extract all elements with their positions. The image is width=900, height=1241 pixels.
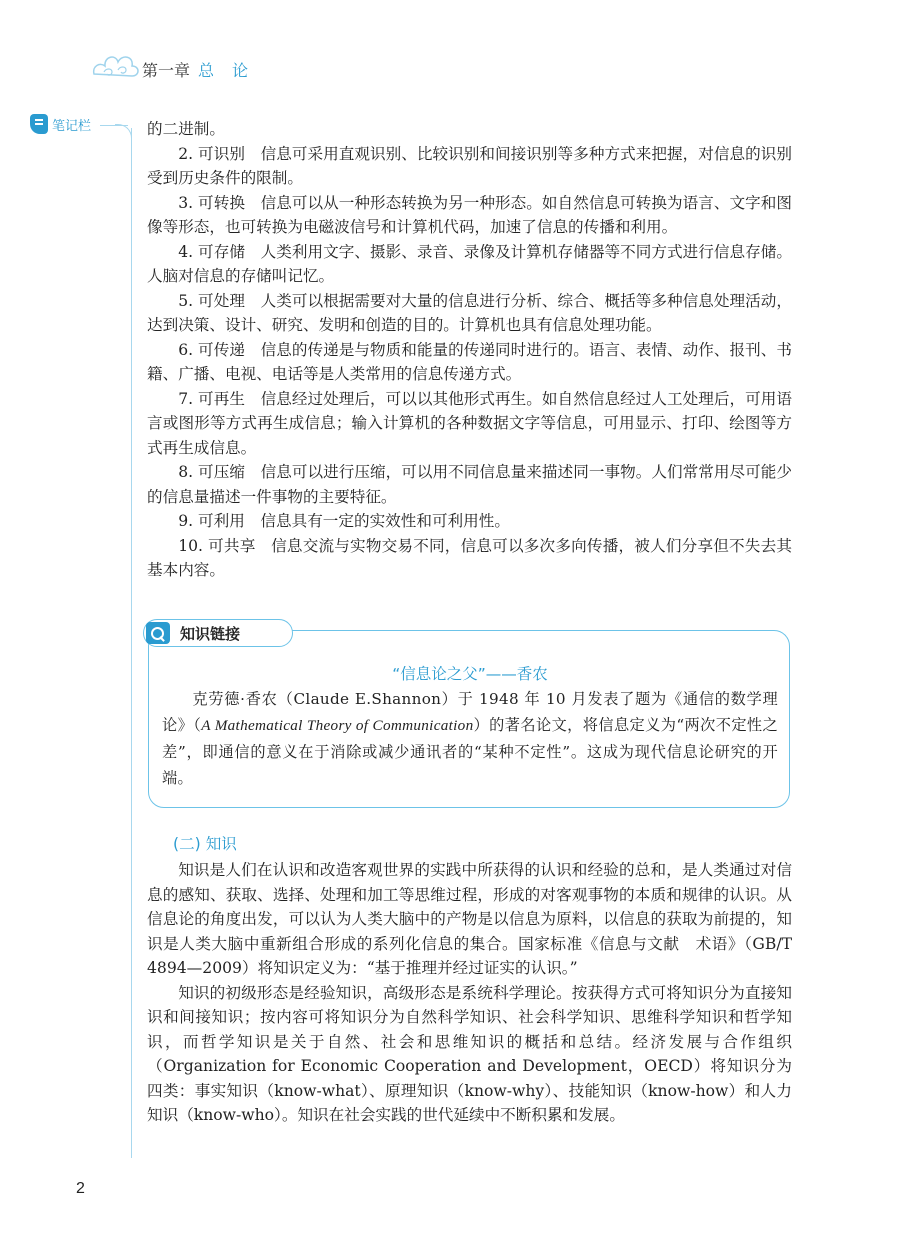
chapter-number: 第一章 [142, 61, 191, 80]
cloud-ornament-icon [90, 44, 142, 84]
kb-text-part: 克劳德·香农（Claude E.Shannon）于 1948 年 10 月发表了题为《通信的数学理论》（ [162, 690, 778, 734]
knowledge-link-content [162, 662, 778, 791]
item-term: 9. 可利用 [178, 512, 245, 530]
item-text: 信息可以从一种形态转换为另一种形态。如自然信息可转换为语言、文字和图像等形态，也可转换为电磁波信号和计算机代码，加速了信息的传播和利用。 [147, 193, 792, 236]
section-paragraph: 知识是人们在认识和改造客观世界的实践中所获得的认识和经验的总和，是人类通过对信息的感知、获取、选择、处理和加工等思维过程，形成的对客观事物的本质和规律的认识。从信息论的角度出发，可以认为人类大脑中的产物是以信息为原料，以信息的获取为前提的，知识是人类大脑中重新组合形成的系列化信息的集合。国家标准《信息与文献 术语》（GB/T 4894—2009）将知识定义为：“基于推理并经过证实的认识。” [147, 861, 792, 977]
notes-icon [30, 114, 48, 134]
notes-margin-line [131, 128, 132, 1158]
item-term: 4. 可存储 [178, 242, 245, 261]
item-term: 8. 可压缩 [178, 463, 245, 481]
property-item [147, 338, 792, 387]
item-term: 7. 可再生 [178, 389, 245, 408]
item-text: 信息可采用直观识别、比较识别和间接识别等多种方式来把握，对信息的识别受到历史条件的限制。 [147, 144, 792, 187]
property-item [147, 289, 792, 338]
notes-label: 笔记栏 [52, 118, 92, 134]
item-term: 6. 可传递 [178, 340, 245, 359]
chapter-name: 总论 [198, 61, 267, 80]
item-text: 信息经过处理后，可以以其他形式再生。如自然信息经过人工处理后，可用语言或图形等方式再生成信息；输入计算机的各种数据文字等信息，可用显示、打印、绘图等方式再生成信息。 [147, 389, 792, 457]
item-term: 3. 可转换 [178, 193, 245, 212]
item-text: 人类利用文字、摄影、录音、录像及计算机存储器等不同方式进行信息存储。人脑对信息的存储叫记忆。 [147, 242, 792, 285]
property-item [147, 460, 792, 509]
item-term: 2. 可识别 [178, 144, 245, 163]
section-heading: (二) 知识 [173, 835, 237, 853]
item-text: 信息的传递是与物质和能量的传递同时进行的。语言、表情、动作、报刊、书籍、广播、电视、电话等是人类常用的信息传递方式。 [147, 340, 792, 383]
item-text: 信息交流与实物交易不同，信息可以多次多向传播，被人们分享但不失去其基本内容。 [147, 536, 792, 579]
section-paragraph: 知识的初级形态是经验知识，高级形态是系统科学理论。按获得方式可将知识分为直接知识和间接知识；按内容可将知识分为自然科学知识、社会科学知识、思维科学知识和哲学知识，而哲学知识是关于自然、社会和思维知识的概括和总结。经济发展与合作组织（Organization for Economic Cooperation and Development，OECD）将知识分为四类：事实知识（know-what）、原理知识（know-why）、技能知识（know-how）和人力知识（know-who）。知识在社会实践的世代延续中不断积累和发展。 [147, 983, 792, 1124]
knowledge-link-title: “信息论之父”——香农 [392, 665, 548, 683]
property-item [147, 387, 792, 461]
item-text: 信息具有一定的实效性和可利用性。 [260, 512, 510, 530]
knowledge-link-label: 知识链接 [180, 624, 241, 643]
property-item [147, 191, 792, 240]
magnifier-screen-icon [146, 622, 170, 644]
property-item [147, 240, 792, 289]
continuation-text: 的二进制。 [147, 120, 225, 138]
page-number: 2 [76, 1180, 85, 1197]
margin-curve [115, 124, 132, 141]
property-item [147, 534, 792, 583]
kb-text-part: ）的著名论文，将信息定义为“两次不定性之差”，即通信的意义在于消除或减少通讯者的“某种不定性”。这成为现代信息论研究的开端。 [162, 716, 779, 787]
item-term: 5. 可处理 [178, 291, 245, 310]
notes-column-tag [30, 114, 91, 134]
property-item [147, 509, 792, 534]
knowledge-link-tab [143, 619, 293, 647]
item-term: 10. 可共享 [178, 536, 256, 555]
main-text [147, 117, 792, 583]
knowledge-section [147, 832, 792, 1128]
chapter-title [142, 58, 266, 81]
kb-paper-title: A Mathematical Theory of Communication [201, 717, 474, 734]
property-item [147, 142, 792, 191]
page-header [0, 0, 900, 100]
item-text: 人类可以根据需要对大量的信息进行分析、综合、概括等多种信息处理活动，达到决策、设计、研究、发明和创造的目的。计算机也具有信息处理功能。 [147, 291, 792, 334]
knowledge-link-paragraph [162, 686, 778, 791]
item-text: 信息可以进行压缩，可以用不同信息量来描述同一事物。人们常常用尽可能少的信息量描述一件事物的主要特征。 [147, 463, 792, 506]
